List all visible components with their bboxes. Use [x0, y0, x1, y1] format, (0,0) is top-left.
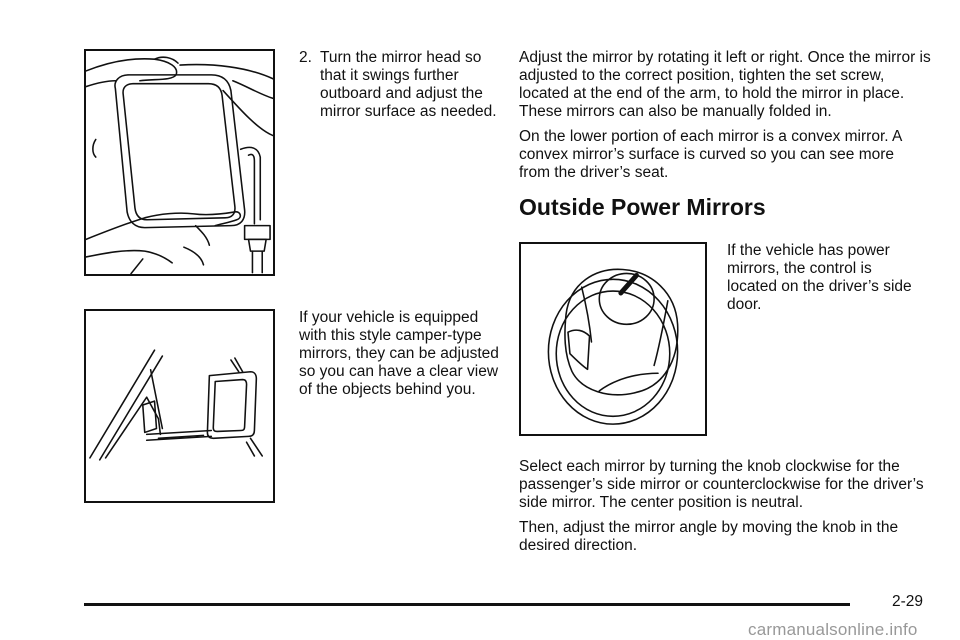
camper-mirror-paragraph: If your vehicle is equipped with this style camper-type mirrors, they can be adjusted so you can have a clear view of the objects behind you.: [299, 309, 499, 398]
mirror-angle-paragraph: Then, adjust the mirror angle by moving the knob in the desired direction.: [519, 519, 899, 554]
watermark: carmanualsonline.info: [748, 620, 918, 639]
mirror-adjust-paragraph: Adjust the mirror by rotating it left or right. Once the mirror is adjusted to the correct position, tighten the set screw, located at the end of the arm, to hold the mirror in place. These mirrors can also be manually folded in.: [519, 49, 931, 120]
camper-mirror-illustration: [84, 309, 275, 503]
footer-rule: [84, 603, 850, 606]
power-mirror-knob-illustration: [519, 242, 707, 436]
power-mirror-intro: If the vehicle has power mirrors, the control is located on the driver’s side door.: [727, 242, 912, 313]
step-text: Turn the mirror head so that it swings further outboard and adjust the mirror surface as needed.: [320, 49, 497, 120]
step-number: 2.: [299, 49, 312, 66]
convex-mirror-paragraph: On the lower portion of each mirror is a convex mirror. A convex mirror’s surface is curved so you can see more from the driver’s seat.: [519, 128, 902, 181]
section-heading: Outside Power Mirrors: [519, 194, 766, 220]
page-number: 2-29: [892, 593, 924, 610]
mirror-head-illustration: [84, 49, 275, 276]
mirror-select-paragraph: Select each mirror by turning the knob clockwise for the passenger’s side mirror or counterclockwise for the driver’s side mirror. The center position is neutral.: [519, 458, 924, 511]
power-mirror-knob-drawing: [521, 244, 705, 434]
mirror-head-drawing: [86, 51, 273, 274]
camper-mirror-drawing: [86, 311, 273, 501]
